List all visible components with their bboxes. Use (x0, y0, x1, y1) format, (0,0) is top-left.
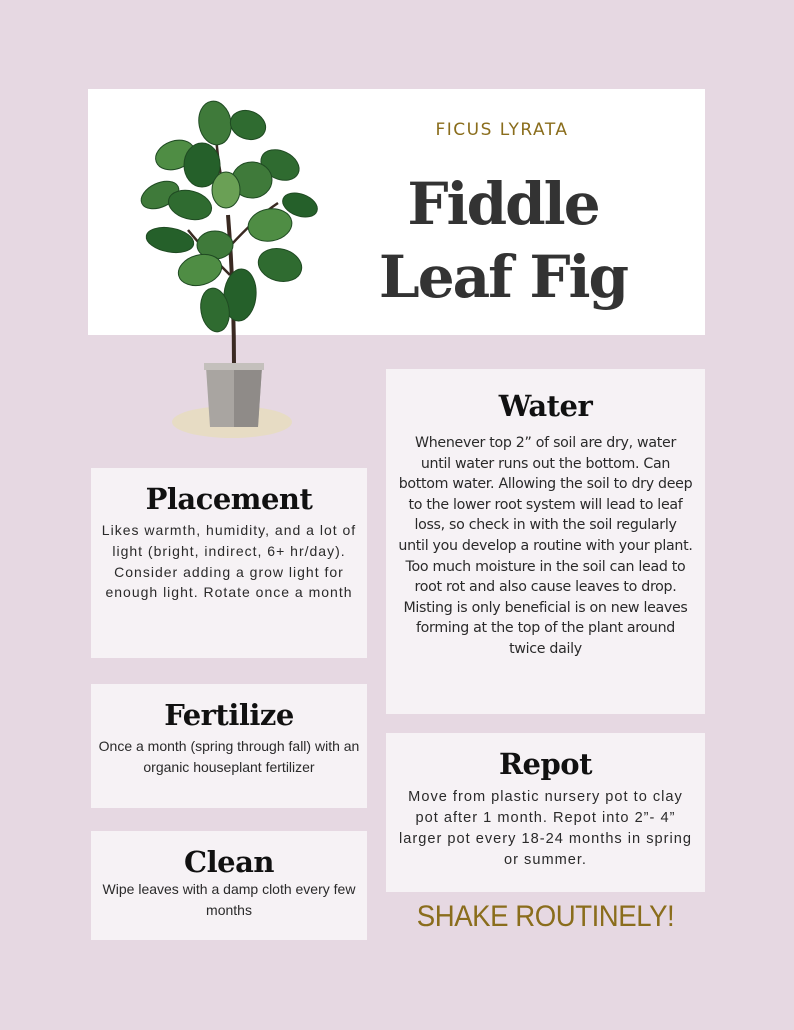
page-title-line-1: Fiddle (407, 170, 599, 238)
repot-heading: Repot (498, 747, 593, 781)
plant-latin-name: FICUS LYRATA (435, 120, 569, 140)
clean-card (91, 831, 367, 940)
water-card (386, 369, 705, 714)
fertilize-heading: Fertilize (164, 698, 294, 732)
shake-callout: SHAKE ROUTINELY! (416, 900, 675, 933)
fertilize-text: Once a month (spring through fall) with an organic houseplant fertilizer (98, 738, 360, 775)
fiddle-leaf-fig-plant-icon (130, 95, 330, 445)
placement-heading: Placement (145, 482, 313, 516)
fertilize-card (91, 684, 367, 808)
placement-card (91, 468, 367, 658)
clean-heading: Clean (184, 845, 274, 879)
page-title-line-2: Leaf Fig (378, 243, 628, 312)
placement-text: Likes warmth, humidity, and a lot of light (bright, indirect, 6+ hr/day). Consider adding a grow light for enough light. Rotate once a month (101, 522, 357, 601)
repot-card (386, 733, 705, 892)
water-heading: Water (498, 389, 593, 423)
page-title (360, 168, 646, 314)
repot-text: Move from plastic nursery pot to clay pot after 1 month. Repot into 2”- 4” larger pot every 18-24 months in spring or summer. (399, 789, 692, 868)
clean-text: Wipe leaves with a damp cloth every few months (102, 881, 356, 918)
water-text: Whenever top 2” of soil are dry, water until water runs out the bottom. Can bottom water. Allowing the soil to dry deep to the lower root system will lead to leaf loss, so check in with the soil regularly until you develop a routine with your plant. Too much moisture in the soil can lead to root rot and also cause leaves to drop. Misting is only beneficial is on new leaves forming at the top of the plant around twice daily (398, 435, 693, 657)
